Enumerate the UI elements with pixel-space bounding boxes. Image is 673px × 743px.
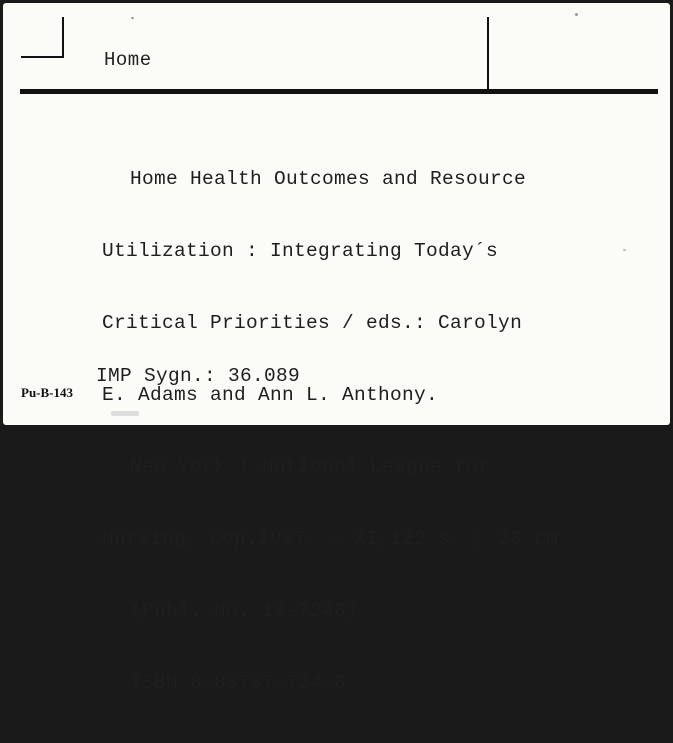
bibliographic-entry bbox=[102, 119, 558, 743]
corner-mark-horizontal bbox=[21, 56, 64, 58]
entry-line-title: Home Health Outcomes and Resource bbox=[130, 168, 527, 190]
paper-smudge bbox=[111, 411, 139, 416]
entry-line: Nursing, cop.1997. - XI,122 s. ; 23 cm bbox=[102, 528, 559, 550]
location-code: Pu-B-143 bbox=[21, 385, 73, 400]
heading-divider bbox=[487, 17, 489, 89]
paper-speck bbox=[575, 13, 578, 16]
entry-line: Critical Priorities / eds.: Carolyn bbox=[102, 312, 523, 334]
paper-speck bbox=[131, 17, 134, 19]
catalog-card bbox=[3, 3, 670, 694]
entry-line-isbn: ISBN 0-88737-724-6 bbox=[130, 672, 347, 694]
corner-mark-vertical bbox=[62, 17, 64, 58]
paper-speck bbox=[623, 249, 626, 251]
entry-line: Utilization : Integrating Today´s bbox=[102, 240, 499, 262]
subject-heading: Home bbox=[104, 49, 152, 71]
heading-rule bbox=[20, 89, 658, 94]
call-number: IMP Sygn.: 36.089 bbox=[96, 365, 301, 387]
entry-line: E. Adams and Ann L. Anthony. bbox=[102, 384, 439, 406]
entry-line-series: (Publ. No. 19-7246) bbox=[130, 600, 359, 622]
entry-line-imprint: New York : National League for bbox=[130, 456, 491, 478]
